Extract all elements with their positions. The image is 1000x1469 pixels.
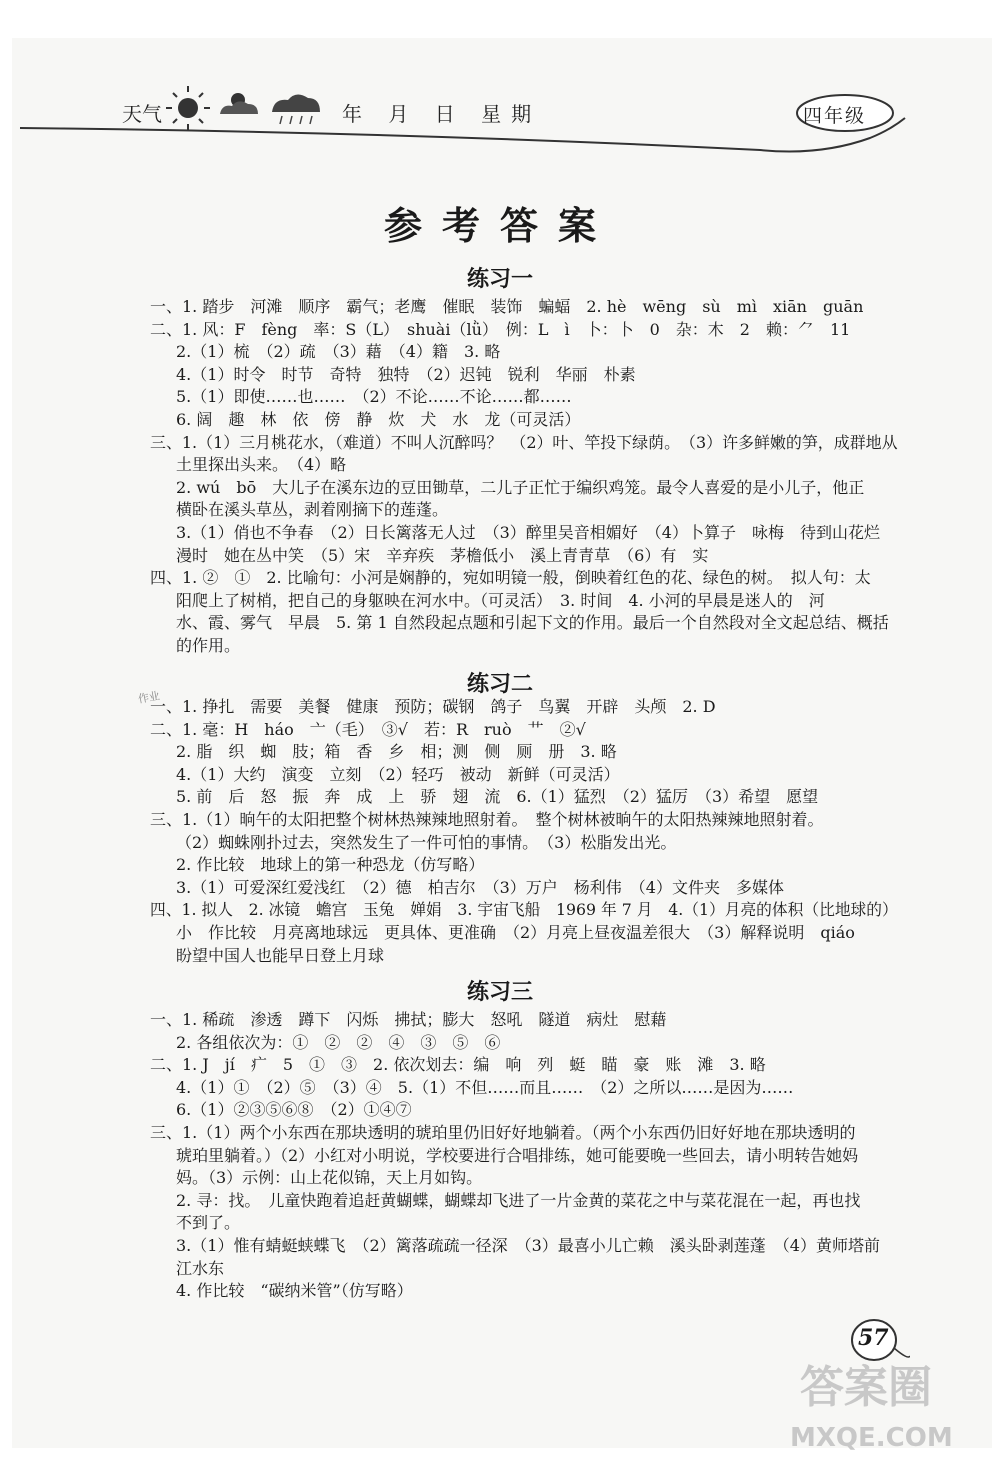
answer-line: 4.（1）① （2）⑤ （3）④ 5.（1）不但……而且…… （2）之所以……是因为…… bbox=[176, 1077, 794, 1097]
answer-line: 5.（1）即使……也…… （2）不论……不论……都…… bbox=[176, 387, 572, 407]
answer-line: 2.（1）梳 （2）疏 （3）藉 （4）籍 3. 略 bbox=[176, 342, 501, 362]
answer-line: 4.（1）大约 演变 立刻 （2）轻巧 被动 新鲜（可灵活） bbox=[176, 764, 620, 784]
answer-line: 一、1. 挣扎 需要 美餐 健康 预防；碳钢 鸽子 鸟翼 开辟 头颅 2. D bbox=[150, 697, 716, 716]
stamp-mark: 作业 bbox=[136, 689, 161, 706]
answer-line: 二、1. 毫：H háo 亠（毛） ③√ 若：R ruò 艹 ②√ bbox=[150, 719, 586, 739]
answer-line: 三、1.（1）三月桃花水，（难道）不叫人沉醉吗？ （2）叶、竿投下绿荫。 （3）许多鲜嫩的笋，成群地从 bbox=[150, 432, 898, 452]
answer-line: 5. 前 后 怒 振 奔 成 上 骄 翅 流 6.（1）猛烈 （2）猛厉 （3）希望 愿望 bbox=[176, 787, 819, 807]
answer-line: 水、霞、雾气 早晨 5. 第 1 自然段起点题和引起下文的作用。最后一个自然段对全文起总结、概括 bbox=[176, 613, 889, 633]
cloud-sun-icon bbox=[220, 93, 258, 114]
section-heading: 练习二 bbox=[466, 672, 533, 697]
answer-line: 四、1. ② ① 2. 比喻句：小河是娴静的，宛如明镜一般，倒映着红色的花、绿色的树。 拟人句：太 bbox=[150, 568, 871, 588]
date-label: 年 月 日 星期 bbox=[342, 102, 542, 126]
answer-line: 盼望中国人也能早日登上月球 bbox=[176, 945, 385, 965]
answer-line: 4.（1）时令 时节 奇特 独特 （2）迟钝 锐利 华丽 朴素 bbox=[176, 364, 636, 384]
answer-line: 的作用。 bbox=[176, 636, 241, 655]
answer-line: 小 作比较 月亮离地球远 更具体、更准确 （2）月亮上昼夜温差很大 （3）解释说明 qiáo bbox=[176, 923, 855, 942]
answer-line: 3.（1）惟有蜻蜓蛱蝶飞 （2）篱落疏疏一径深 （3）最喜小儿亡赖 溪头卧剥莲蓬 （4）黄师塔前 bbox=[176, 1236, 880, 1255]
answer-line: 二、1. 风：F fèng 率：S（L） shuài（lǜ） 例：L ì 卜：卜 0 杂：木 2 赖：⺈ 11 bbox=[150, 319, 851, 339]
section-heading: 练习一 bbox=[466, 267, 533, 292]
answer-line: 3.（1）俏也不争春 （2）日长篱落无人过 （3）醉里吴音相媚好 （4）卜算子 咏梅 待到山花烂 bbox=[176, 523, 880, 542]
answer-line: 2. 寻：找。 儿童快跑着追赶黄蝴蝶，蝴蝶却飞进了一片金黄的菜花之中与菜花混在一起，再也找 bbox=[176, 1190, 861, 1210]
page-title: 参考答案 bbox=[383, 203, 616, 248]
weather-label: 天气 bbox=[122, 102, 162, 126]
answer-line: 2. wú bō 大儿子在溪东边的豆田锄草，二儿子正忙于编织鸡笼。最令人喜爱的是小儿子，他正 bbox=[176, 477, 865, 497]
rain-cloud-icon bbox=[272, 94, 320, 124]
page-number: 57 bbox=[858, 1325, 889, 1351]
answer-line: 6.（1）②③⑤⑥⑧ （2）①④⑦ bbox=[176, 1100, 412, 1120]
answer-line: 6. 阔 趣 林 依 傍 静 炊 犬 水 龙（可灵活） bbox=[176, 410, 581, 429]
page-header bbox=[0, 0, 1000, 160]
answer-line: 三、1.（1）晌午的太阳把整个树林热辣辣地照射着。 整个树林被晌午的太阳热辣辣地照射着。 bbox=[150, 810, 824, 829]
answer-line: 琥珀里躺着。）（2）小红对小明说，学校要进行合唱排练，她可能要晚一些回去，请小明转告她妈 bbox=[176, 1145, 859, 1165]
watermark-url: MXQE.COM bbox=[790, 1423, 953, 1453]
answer-line: 3.（1）可爱深红爱浅红 （2）德 柏吉尔 （3）万户 杨利伟 （4）文件夹 多媒体 bbox=[176, 877, 784, 897]
answer-line: 四、1. 拟人 2. 冰镜 蟾宫 玉兔 婵娟 3. 宇宙飞船 1969 年 7 月 4.（1）月亮的体积（比地球的） bbox=[150, 900, 898, 920]
sun-icon bbox=[166, 86, 210, 130]
answer-line: 2. 各组依次为：① ② ② ④ ③ ⑤ ⑥ bbox=[176, 1032, 501, 1052]
answer-line: 2. 脂 织 蜘 肢；箱 香 乡 相；测 侧 厕 册 3. 略 bbox=[176, 742, 617, 762]
answer-line: 4. 作比较 “碳纳米管”（仿写略） bbox=[176, 1281, 413, 1301]
answer-line: （2）蜘蛛刚扑过去，突然发生了一件可怕的事情。 （3）松脂发出光。 bbox=[176, 832, 677, 852]
answer-line: 土里探出头来。 （4）略 bbox=[176, 455, 347, 475]
grade-label: 四年级 bbox=[803, 105, 867, 127]
answer-line: 横卧在溪头草丛，剥着刚摘下的莲蓬。 bbox=[176, 500, 449, 520]
answer-line: 江水东 bbox=[176, 1258, 225, 1278]
answer-line: 二、1. J jí 疒 5 ① ③ 2. 依次划去：编 响 列 蜓 瞄 豪 账 滩 3. 略 bbox=[150, 1055, 766, 1075]
answer-line: 2. 作比较 地球上的第一种恐龙（仿写略） bbox=[176, 855, 485, 875]
answer-line: 阳爬上了树梢，把自己的身躯映在河水中。（可灵活） 3. 时间 4. 小河的早晨是迷人的 河 bbox=[176, 590, 825, 610]
answer-line: 不到了。 bbox=[176, 1213, 241, 1233]
answer-line: 三、1.（1）两个小东西在那块透明的琥珀里仍旧好好地躺着。（两个小东西仍旧好好地在那块透明的 bbox=[150, 1123, 856, 1142]
answer-line: 漫时 她在丛中笑 （5）宋 辛弃疾 茅檐低小 溪上青青草 （6）有 实 bbox=[176, 545, 709, 565]
watermark-logo: 答案圈 bbox=[800, 1362, 932, 1413]
answer-line: 妈。（3）示例：山上花似锦，天上月如钩。 bbox=[176, 1168, 483, 1188]
answer-line: 一、1. 踏步 河滩 顺序 霸气；老鹰 催眠 装饰 蝙蝠 2. hè wēng sù mì xiān guān bbox=[150, 297, 864, 316]
section-heading: 练习三 bbox=[466, 980, 533, 1005]
answer-line: 一、1. 稀疏 渗透 蹲下 闪烁 拂拭；膨大 怒吼 隧道 病灶 慰藉 bbox=[150, 1010, 667, 1029]
